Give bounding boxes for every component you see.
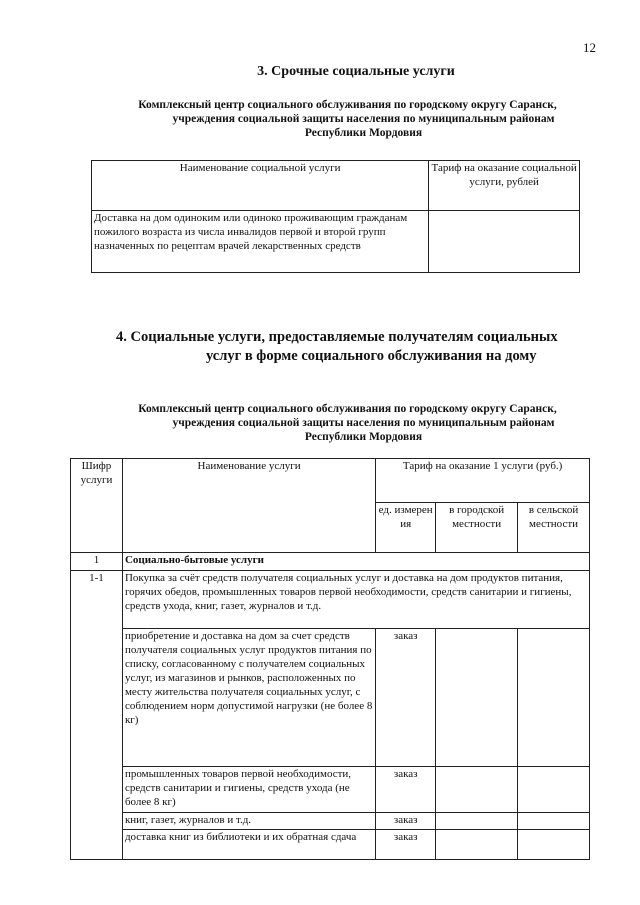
table-row [71,629,590,767]
table-header-row [92,161,580,211]
title-line-1: 4. Социальные услуги, предоставляемые получателям социальных [116,329,558,345]
row-rural [518,813,590,830]
row-rural [518,767,590,813]
row-rural [518,830,590,860]
header-service-name: Наименование услуги [122,459,375,553]
row-unit: заказ [376,767,436,813]
row-unit: заказ [376,813,436,830]
table-row [92,211,580,273]
page-number: 12 [583,40,596,55]
header-tariff: Тариф на оказание социальной услуги, рублей [429,161,580,211]
org-line-3: Республики Мордовия [304,431,423,443]
row-city [436,830,518,860]
section-3-title: 3. Срочные социальные услуги [257,64,455,79]
table-row [71,830,590,860]
row-city [436,813,518,830]
home-services-table [70,458,590,860]
org-line-2: учреждения социальной защиты населения по муниципальным районам [172,417,555,429]
item-row [71,571,590,629]
row-rural [518,629,590,767]
header-rural: в сельской местности [518,503,590,553]
row-name: доставка книг из библиотеки и их обратная сдача [122,830,375,860]
org-line-2: учреждения социальной защиты населения по муниципальным районам [172,113,555,125]
header-service-name: Наименование социальной услуги [92,161,429,211]
table-header-row [71,459,590,503]
org-line-1: Комплексный центр социального обслуживания по городскому округу Саранск, [138,99,557,111]
item-name: Покупка за счёт средств получателя социальных услуг и доставка на дом продуктов питания, горячих обедов, промышленных товаров первой необходимости, средств санитарии и гигиены, средств ухода, книг, газет, журналов и т.д. [122,571,589,629]
section-3-org [70,98,625,140]
header-unit: ед. измерен ия [376,503,436,553]
cell-tariff [429,211,580,273]
row-unit: заказ [376,830,436,860]
row-name: приобретение и доставка на дом за счет средств получателя социальных услуг продуктов питания по списку, согласованному с получателем социальных услуг, из магазинов и рынков, расположенных по месту жительства получателя социальных услуг, с соблюдением норм допустимой нагрузки (не более 8 кг) [122,629,375,767]
title-line-2: услуг в форме социального обслуживания на дому [206,348,537,364]
cell-service-name: Доставка на дом одиноким или одиноко проживающим гражданам пожилого возраста из числа инвалидов первой и второй групп назначенных по рецептам врачей лекарственных средств [92,211,429,273]
table-row [71,767,590,813]
row-unit: заказ [376,629,436,767]
section-4-org [70,402,625,444]
org-line-1: Комплексный центр социального обслуживания по городскому округу Саранск, [138,403,557,415]
header-tariff: Тариф на оказание 1 услуги (руб.) [376,459,590,503]
urgent-services-table [91,160,580,273]
section-4-title [116,328,616,366]
row-city [436,767,518,813]
header-city: в городской местности [436,503,518,553]
item-code: 1-1 [71,571,123,860]
group-row [71,553,590,571]
table-row [71,813,590,830]
row-name: промышленных товаров первой необходимости, средств санитарии и гигиены, средств ухода (не более 8 кг) [122,767,375,813]
row-name: книг, газет, журналов и т.д. [122,813,375,830]
header-code: Шифр услуги [71,459,123,553]
group-name: Социально-бытовые услуги [122,553,589,571]
row-city [436,629,518,767]
group-code: 1 [71,553,123,571]
org-line-3: Республики Мордовия [304,127,423,139]
